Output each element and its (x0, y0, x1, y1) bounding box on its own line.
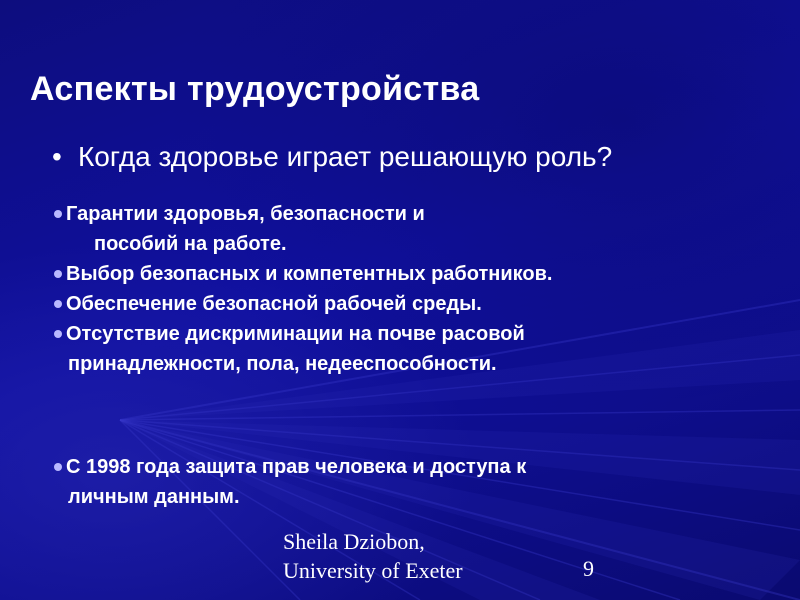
question-text: Когда здоровье играет решающую роль? (78, 141, 613, 172)
bullet-dot-icon (54, 463, 62, 471)
list-item (52, 259, 552, 289)
footer-credit (283, 527, 463, 585)
bullet-dot-icon (54, 300, 62, 308)
list-item (52, 452, 526, 512)
list-item (52, 199, 552, 259)
bullet-dot-icon (54, 330, 62, 338)
list-item-text: Обеспечение безопасной рабочей среды. (66, 293, 482, 315)
list-item-text: С 1998 года защита прав человека и доступа к (66, 456, 527, 478)
footer-institution: University of Exeter (283, 558, 463, 583)
list-item-text: пособий на работе. (94, 233, 287, 255)
question-line (52, 141, 612, 173)
bullet-dot-icon (54, 270, 62, 278)
bullet-dot-icon (54, 210, 62, 218)
bullet-list (52, 199, 552, 379)
list-item-text: принадлежности, пола, недееспособности. (68, 353, 497, 375)
list-item-text: Выбор безопасных и компетентных работников. (66, 263, 553, 285)
list-item (52, 319, 552, 379)
list-item-text: личным данным. (68, 486, 240, 508)
list-item-text: Отсутствие дискриминации на почве расовой (66, 323, 525, 345)
bullet-list-late (52, 452, 526, 512)
slide-title: Аспекты трудоустройства (30, 70, 480, 108)
question-bullet: • (52, 141, 62, 172)
footer-author: Sheila Dziobon, (283, 529, 425, 554)
page-number: 9 (583, 556, 594, 581)
list-item (52, 289, 552, 319)
list-item-text: Гарантии здоровья, безопасности и (66, 203, 425, 225)
